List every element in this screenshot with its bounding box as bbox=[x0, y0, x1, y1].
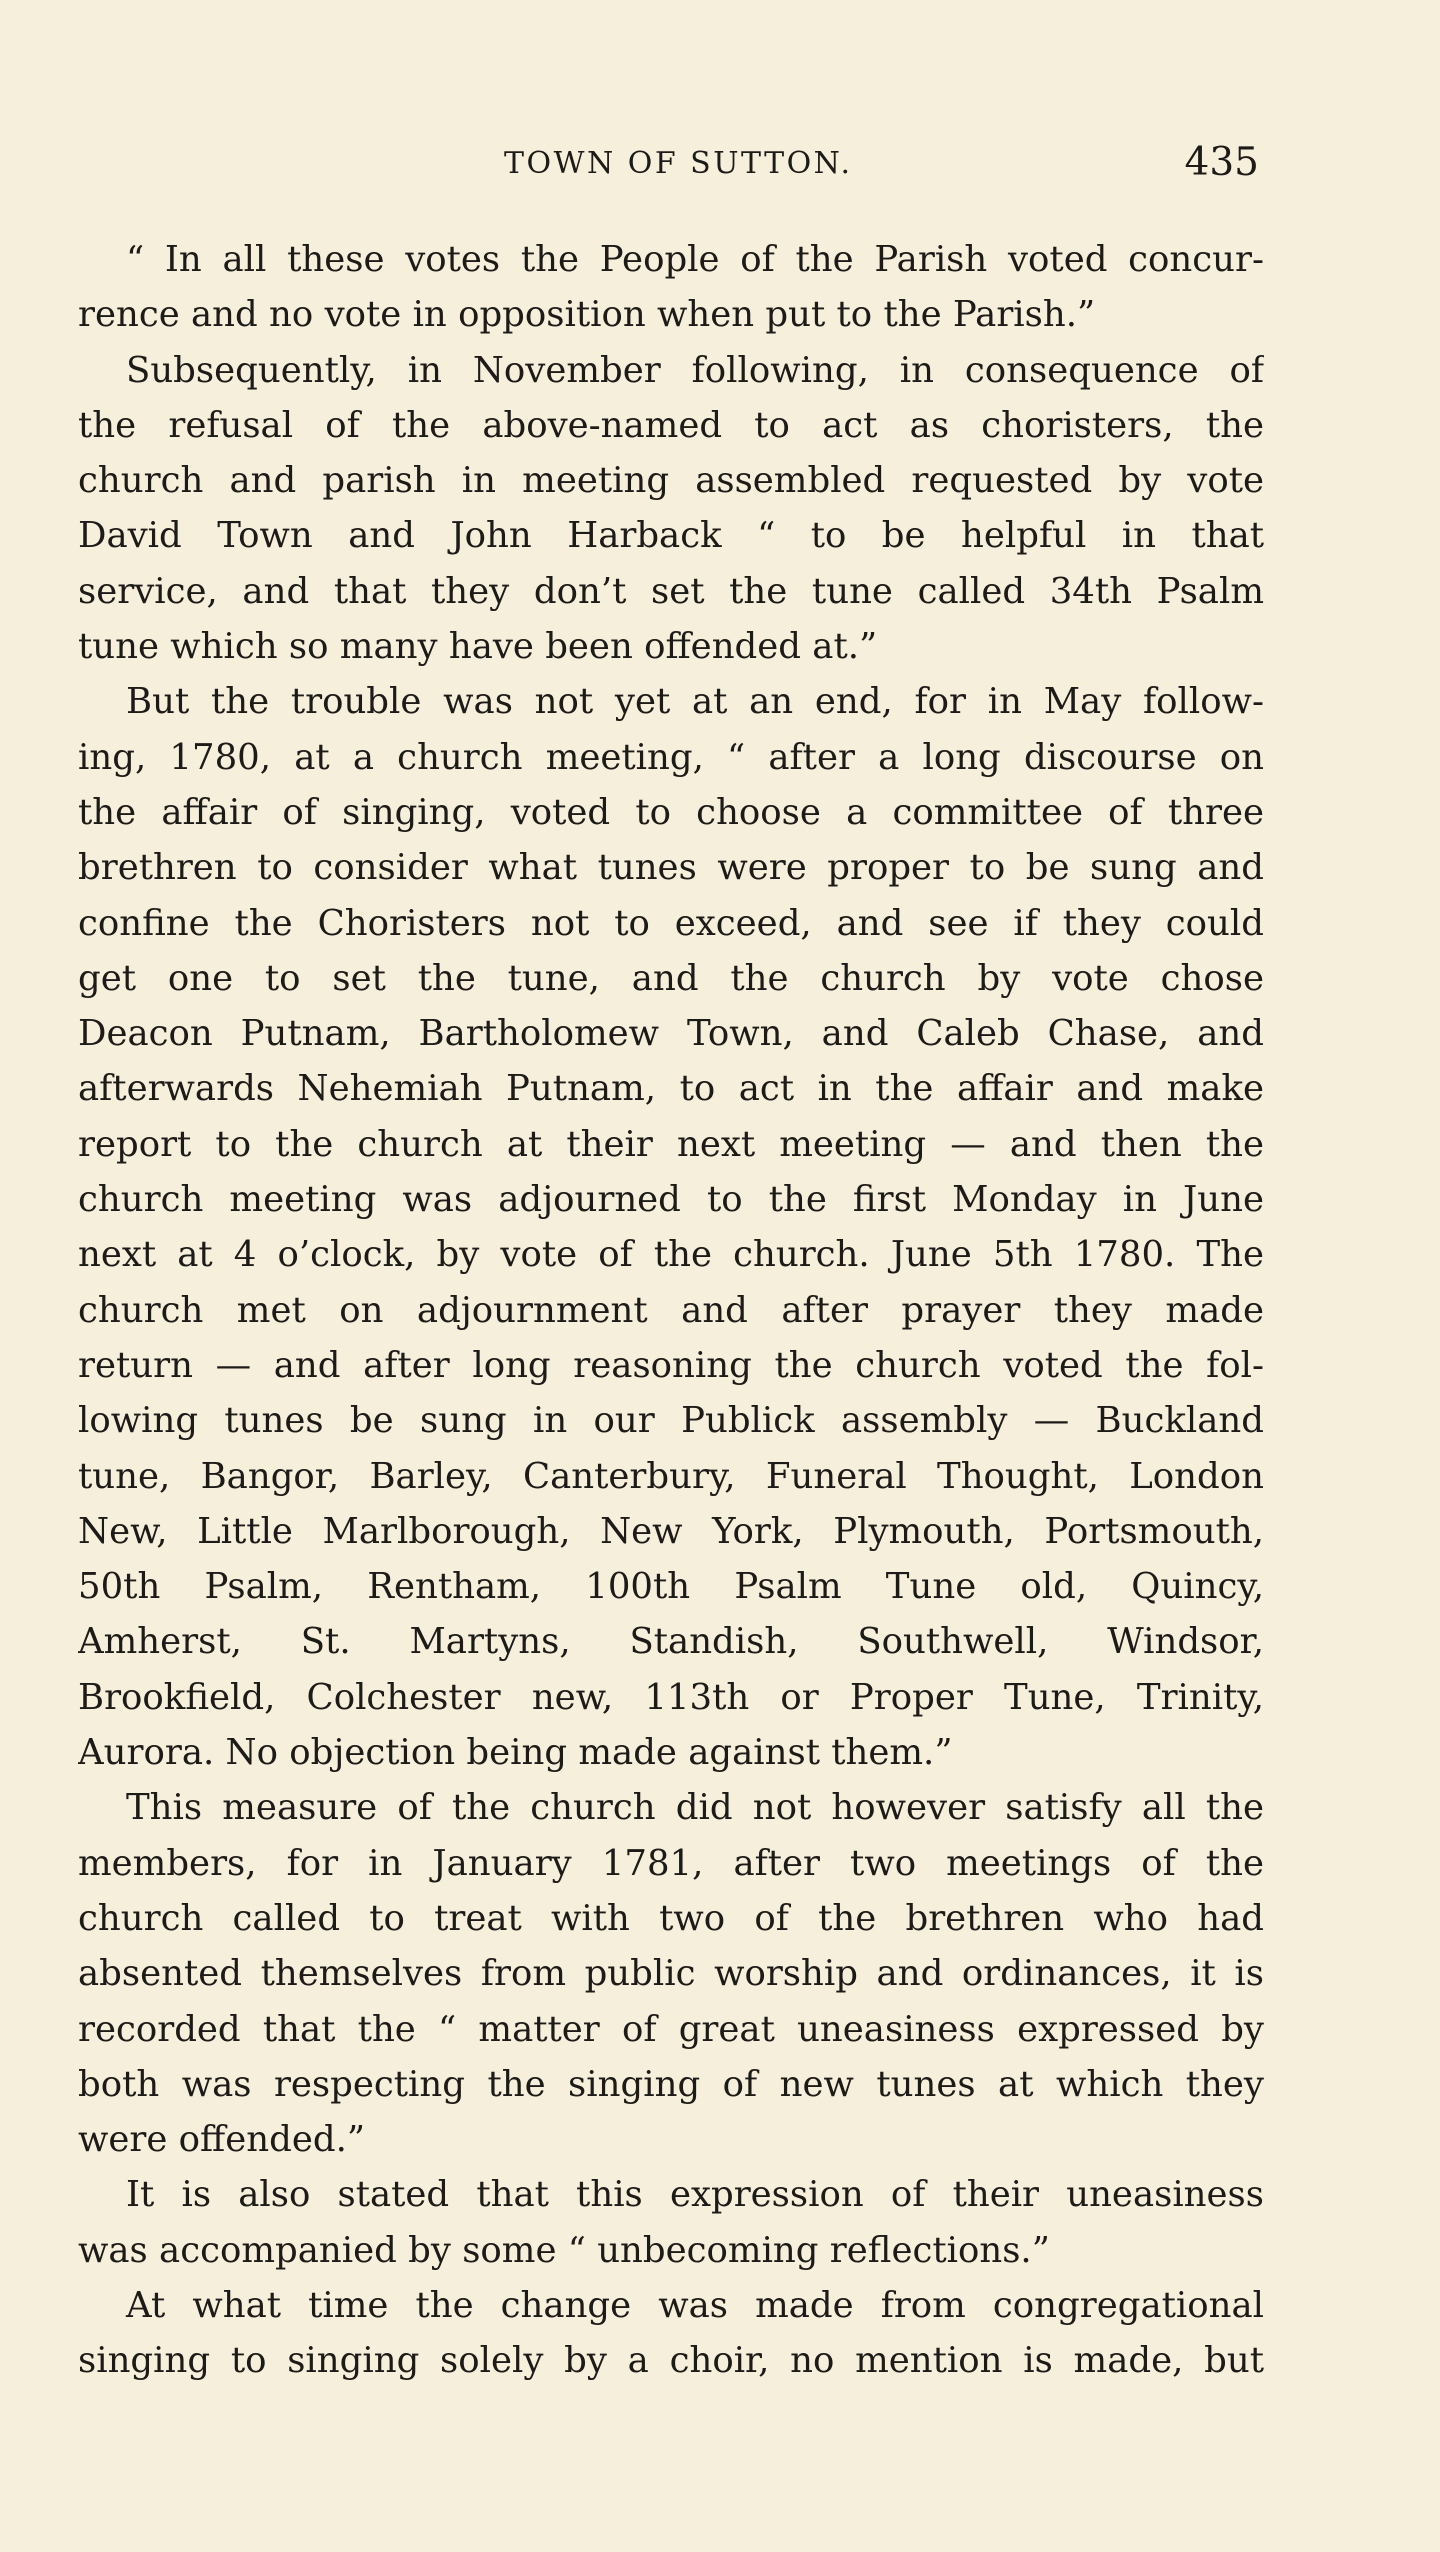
text-line: the refusal of the above-named to act as choristers, the bbox=[78, 404, 1264, 446]
text-line: recorded that the “ matter of great uneasiness expressed by bbox=[78, 2008, 1264, 2050]
text-line: absented themselves from public worship and ordinances, it is bbox=[78, 1953, 1264, 1995]
text-line: church meeting was adjourned to the first Monday in June bbox=[78, 1179, 1264, 1221]
running-head: TOWN OF SUTTON. bbox=[504, 146, 853, 181]
text-line: return — and after long reasoning the church voted the fol- bbox=[78, 1344, 1264, 1386]
text-line: Amherst, St. Martyns, Standish, Southwell, Windsor, bbox=[78, 1621, 1264, 1663]
page-number: 435 bbox=[1184, 140, 1259, 185]
text-line: report to the church at their next meeting — and then the bbox=[78, 1123, 1264, 1165]
text-line: David Town and John Harback “ to be helpful in that bbox=[78, 515, 1264, 557]
text-line: singing to singing solely by a choir, no mention is made, but bbox=[78, 2340, 1264, 2382]
text-line: next at 4 o’clock, by vote of the church. June 5th 1780. The bbox=[78, 1234, 1264, 1276]
text-line: church met on adjournment and after prayer they made bbox=[78, 1289, 1264, 1331]
text-line: church called to treat with two of the brethren who had bbox=[78, 1897, 1264, 1939]
text-line: This measure of the church did not however satisfy all the bbox=[126, 1787, 1264, 1829]
text-line: At what time the change was made from congregational bbox=[126, 2284, 1264, 2326]
text-line: tune which so many have been offended at.” bbox=[78, 626, 878, 668]
text-line: were offended.” bbox=[78, 2119, 366, 2161]
text-line: was accompanied by some “ unbecoming reflections.” bbox=[78, 2229, 1050, 2271]
text-line: New, Little Marlborough, New York, Plymouth, Portsmouth, bbox=[78, 1510, 1264, 1552]
text-line: tune, Bangor, Barley, Canterbury, Funeral Thought, London bbox=[78, 1455, 1264, 1497]
text-line: members, for in January 1781, after two meetings of the bbox=[78, 1842, 1264, 1884]
text-line: But the trouble was not yet at an end, for in May follow- bbox=[126, 681, 1264, 723]
text-line: “ In all these votes the People of the Parish voted concur- bbox=[126, 239, 1264, 280]
text-line: It is also stated that this expression of their uneasiness bbox=[126, 2174, 1264, 2216]
text-line: get one to set the tune, and the church by vote chose bbox=[78, 957, 1264, 999]
body-text bbox=[78, 232, 1264, 2389]
text-line: church and parish in meeting assembled requested by vote bbox=[78, 460, 1264, 502]
text-line: ing, 1780, at a church meeting, “ after a long discourse on bbox=[78, 736, 1264, 778]
text-line: brethren to consider what tunes were proper to be sung and bbox=[78, 847, 1264, 889]
text-line: the affair of singing, voted to choose a committee of three bbox=[78, 791, 1264, 833]
text-line: Aurora. No objection being made against them.” bbox=[78, 1732, 953, 1774]
page-header bbox=[0, 140, 1440, 190]
text-line: 50th Psalm, Rentham, 100th Psalm Tune old, Quincy, bbox=[78, 1566, 1264, 1608]
text-line: lowing tunes be sung in our Publick assembly — Buckland bbox=[78, 1400, 1264, 1442]
text-line: both was respecting the singing of new tunes at which they bbox=[78, 2063, 1264, 2105]
text-line: afterwards Nehemiah Putnam, to act in the affair and make bbox=[78, 1068, 1264, 1110]
text-line: service, and that they don’t set the tune called 34th Psalm bbox=[78, 570, 1264, 612]
text-line: rence and no vote in opposition when put to the Parish.” bbox=[78, 294, 1096, 336]
text-line: Brookfield, Colchester new, 113th or Proper Tune, Trinity, bbox=[78, 1676, 1264, 1718]
text-line: Deacon Putnam, Bartholomew Town, and Caleb Chase, and bbox=[78, 1013, 1264, 1055]
text-line: Subsequently, in November following, in consequence of bbox=[126, 349, 1264, 391]
text-line: confine the Choristers not to exceed, and see if they could bbox=[78, 902, 1264, 944]
